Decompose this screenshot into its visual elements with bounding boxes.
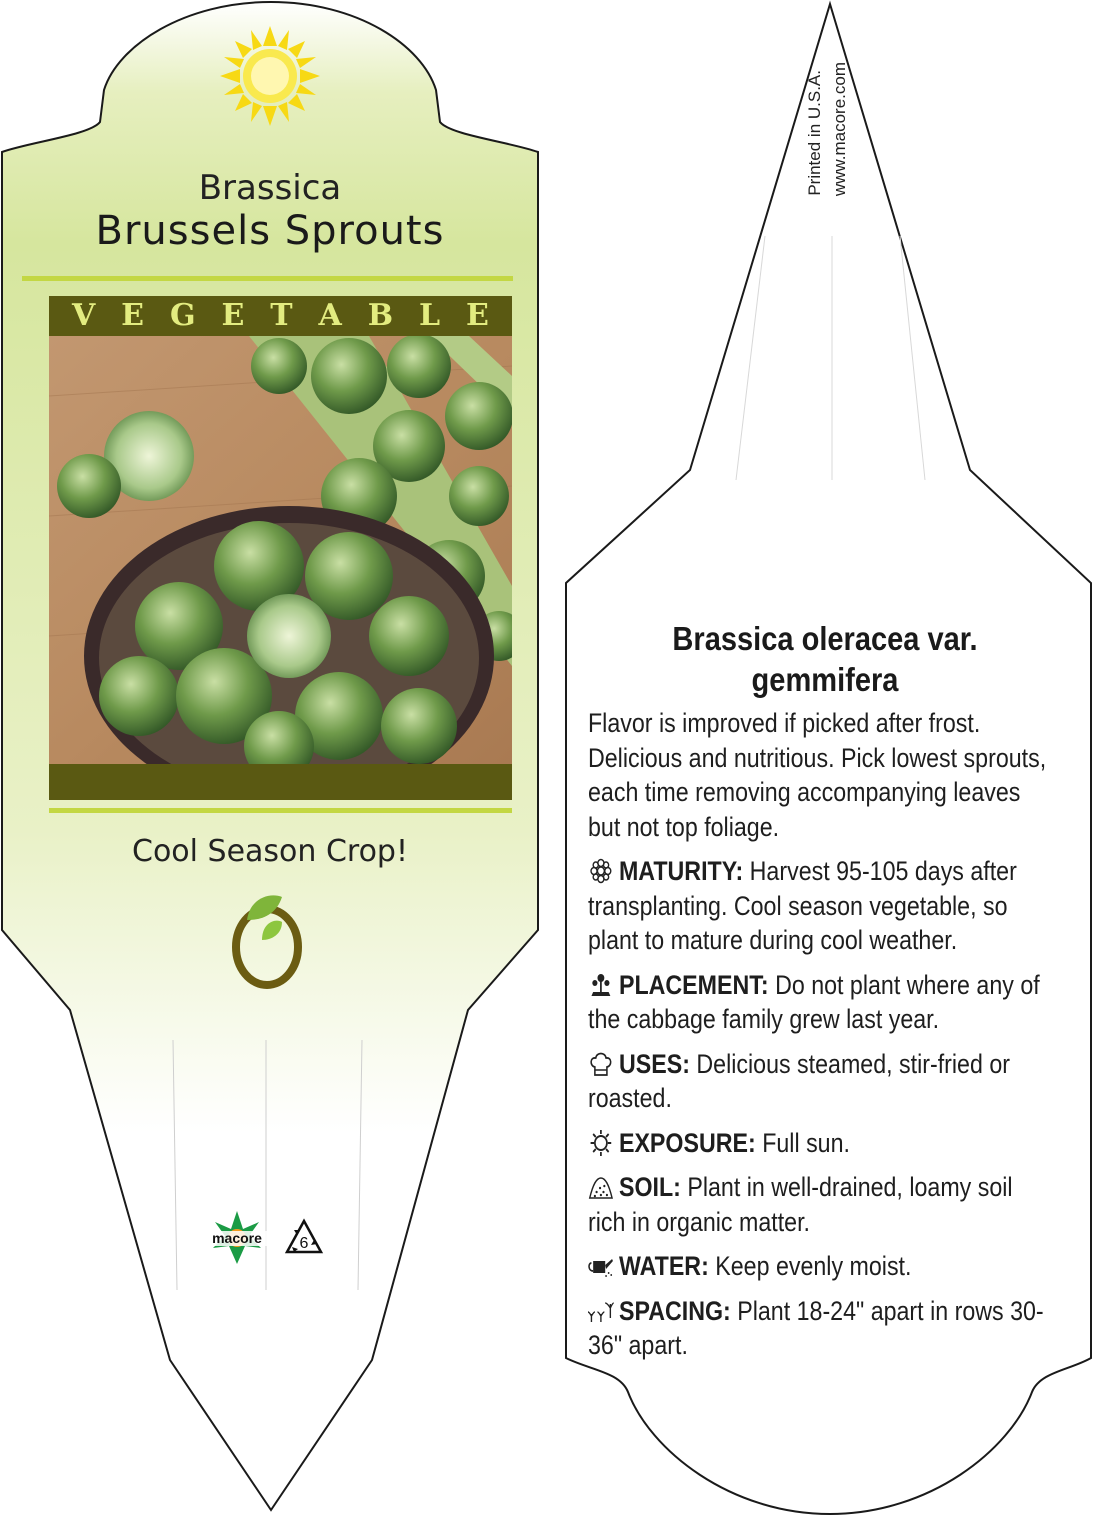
category-letter: V: [71, 298, 96, 333]
macore-brand-text: macore: [212, 1230, 262, 1246]
care-item-label: USES:: [618, 1048, 690, 1079]
care-item-text: Keep evenly moist.: [715, 1251, 912, 1281]
genus-title: Brassica: [198, 168, 342, 208]
category-letter: E: [466, 298, 489, 333]
care-item: [588, 1126, 1052, 1161]
care-item-text: Harvest 95-105 days after transplanting. Cool season vegetable, so plant to mature during cool weather.: [588, 856, 1017, 955]
recycle-code: 6: [299, 1235, 309, 1252]
scientific-name-line2: gemmifera: [751, 661, 899, 698]
category-letter: E: [221, 298, 245, 333]
printed-in-usa: Printed in U.S.A.: [805, 70, 824, 196]
watering-can-icon: [588, 1253, 614, 1279]
care-item-label: WATER:: [618, 1251, 709, 1281]
care-item: [588, 968, 1052, 1037]
website-text: www.macore.com: [830, 62, 849, 197]
category-letter: E: [121, 298, 145, 333]
scientific-name-line1: Brassica oleracea var.: [672, 620, 978, 657]
category-letter: T: [270, 298, 293, 333]
category-letter: B: [367, 298, 394, 333]
care-item-text: Plant 18-24" apart in rows 30-36" apart.: [588, 1295, 1044, 1360]
category-letter: L: [419, 298, 441, 333]
tagline: Cool Season Crop!: [132, 834, 408, 869]
bottom-band: [49, 764, 512, 800]
care-item-text: Full sun.: [762, 1127, 850, 1158]
category-label: [49, 296, 512, 336]
care-item: [588, 1294, 1052, 1363]
care-item-label: SOIL:: [618, 1172, 681, 1202]
care-item: [588, 854, 1052, 958]
care-item-label: MATURITY:: [618, 856, 744, 886]
sun-icon: [220, 26, 320, 126]
care-item: [588, 1249, 1052, 1284]
sun-outline-icon: [588, 1130, 614, 1156]
care-info: [588, 706, 1058, 1363]
description: Flavor is improved if picked after frost. Delicious and nutritious. Pick lowest sprouts, each time removing accompanying leaves but not top foliage.: [588, 708, 1047, 842]
care-item-text: Plant in well-drained, loamy soil rich in organic matter.: [588, 1172, 1013, 1237]
product-photo: [49, 336, 512, 764]
care-item-label: SPACING:: [618, 1295, 731, 1326]
scientific-name: [618, 618, 1032, 700]
recycle-6-icon: [284, 1218, 324, 1258]
care-item-label: EXPOSURE:: [618, 1127, 756, 1158]
common-name-title: Brussels Sprouts: [95, 208, 445, 254]
macore-logo: [207, 1210, 267, 1266]
plant-placement-icon: [588, 972, 614, 998]
category-letter: G: [169, 298, 196, 333]
category-letter: A: [318, 298, 342, 333]
flower-icon: [588, 858, 614, 884]
care-item-text: Delicious steamed, stir-fried or roasted.: [588, 1048, 1010, 1113]
care-item: [588, 1170, 1052, 1239]
chef-hat-icon: [588, 1051, 614, 1077]
care-item-text: Do not plant where any of the cabbage family grew last year.: [588, 969, 1040, 1034]
care-item: [588, 1047, 1052, 1116]
soil-icon: [588, 1174, 614, 1200]
care-item-label: PLACEMENT:: [618, 969, 769, 1000]
spacing-icon: [588, 1298, 614, 1324]
